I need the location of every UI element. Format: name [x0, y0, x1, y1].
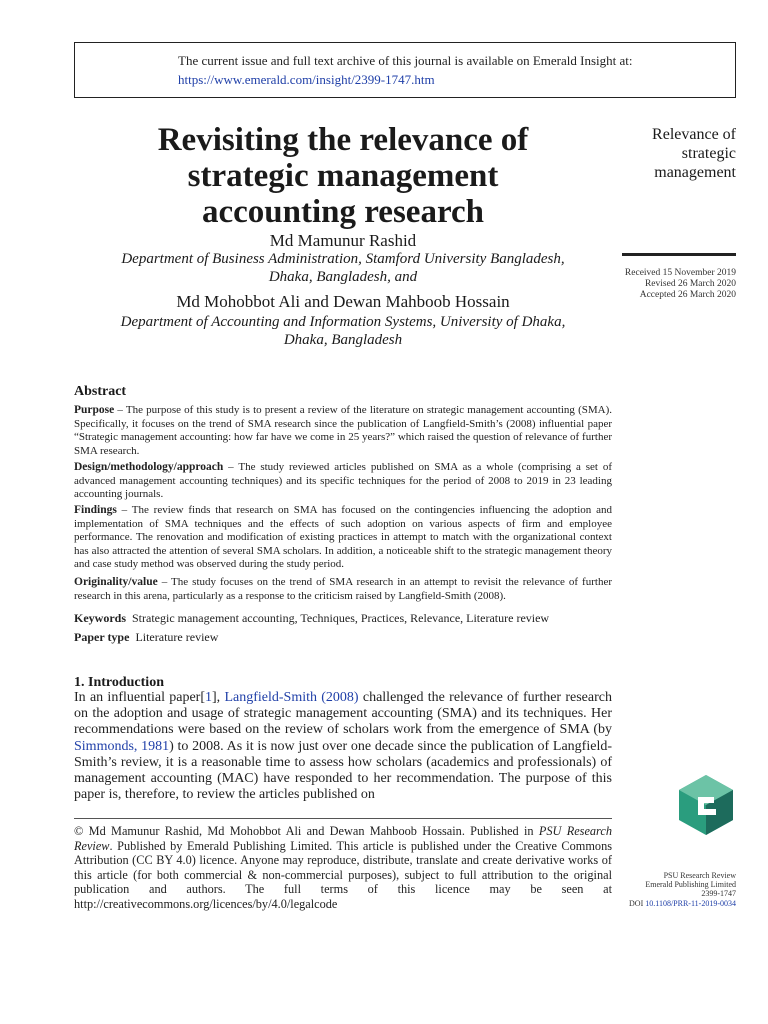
notice-link[interactable]: https://www.emerald.com/insight/2399-1747.htm: [178, 72, 435, 87]
journal-name: PSU Research Review: [663, 871, 736, 880]
title-line: accounting research: [202, 194, 484, 230]
keywords: [74, 611, 612, 626]
received-date: Received 15 November 2019: [624, 268, 736, 278]
article-dates: [596, 268, 736, 301]
affiliation-line: Dhaka, Bangladesh: [283, 332, 403, 348]
introduction-heading: 1. Introduction: [74, 675, 164, 690]
journal-issn: 2399-1747: [701, 889, 736, 899]
affiliation-1: [74, 250, 612, 286]
license-divider: [74, 818, 612, 819]
purpose-label: Purpose: [74, 404, 115, 416]
affiliation-line: Dhaka, Bangladesh, and: [268, 269, 418, 285]
design-label: Design/methodology/approach: [74, 461, 224, 473]
intro-text: challenged the relevance of further research on the adoption and usage of strategic management accounting (SMA) and its techniques. Her recommendations were based on the review of scholars work from the emergence of SMA (by: [74, 690, 612, 738]
author-1: Md Mamunur Rashid: [269, 231, 417, 250]
revised-date: Revised 26 March 2020: [644, 279, 736, 289]
abstract-findings: [74, 504, 612, 572]
right-divider: [622, 253, 736, 256]
author-2: Md Mohobbot Ali and Dewan Mahboob Hossain: [176, 292, 510, 311]
license-journal-name: PSU Research Review: [74, 824, 612, 853]
license-note: [74, 824, 612, 912]
keywords-text: Strategic management accounting, Techniques, Practices, Relevance, Literature review: [132, 611, 550, 625]
affiliation-line: Department of Business Administration, Stamford University Bangladesh,: [121, 251, 565, 267]
affiliation-2: [74, 313, 612, 349]
running-head-line: management: [654, 164, 736, 181]
journal-publisher: Emerald Publishing Limited: [645, 880, 736, 890]
intro-text: ) to 2008. As it is now just over one decade since the publication of Langfield-Smith’s review, it is a reasonable time to assess how scholars (academics and professionals) of management accounting (MAC) have responded to her recommendation. The purpose of this paper is, therefore, to review the articles published on: [74, 738, 612, 803]
paper-type-label: Paper type: [74, 630, 130, 644]
running-head: [596, 125, 736, 182]
abstract-purpose: [74, 404, 612, 458]
running-head-line: Relevance of: [652, 126, 736, 143]
journal-doi: [596, 899, 736, 908]
journal-notice-box: [74, 42, 736, 98]
notice-text: The current issue and full text archive of this journal is available on Emerald Insight at:: [178, 53, 633, 68]
doi-label: DOI: [629, 898, 644, 908]
citation-link[interactable]: Simmonds, 1981: [74, 738, 170, 754]
purpose-text: – The purpose of this study is to present a review of the literature on strategic management accounting (SMA). Specifically, it focuses on the trend of SMA research since the publication of Langfield-Smith’s (2008) influential paper “Strategic management accounting: how far have we come in 25 years?” which raised the question of relevance of further SMA research.: [74, 404, 612, 457]
intro-text: ],: [212, 690, 225, 705]
abstract-originality: [74, 576, 612, 603]
journal-info: [596, 871, 736, 908]
affiliation-line: Department of Accounting and Information Systems, University of Dhaka,: [120, 314, 566, 330]
paper-type-text: Literature review: [135, 630, 219, 644]
citation-link[interactable]: Langfield-Smith (2008): [224, 690, 359, 705]
title-line: Revisiting the relevance of: [157, 122, 529, 158]
findings-label: Findings: [74, 504, 117, 516]
originality-label: Originality/value: [74, 576, 158, 588]
doi-link[interactable]: 10.1108/PRR-11-2019-0034: [645, 898, 736, 908]
findings-text: – The review finds that research on SMA has focused on the contingencies influencing the adoption and implementation of SMA techniques and the effects of such adoption on various aspects of firm and employee performance. The renovation and modification of existing practices in attempt to match with the organizational context has also attracted the attention of several SMA scholars. In addition, a noticeable shift to the strategic management theory and case study method was observed during the study period.: [74, 504, 612, 571]
running-head-line: strategic: [681, 145, 736, 162]
license-text: . Published by Emerald Publishing Limited. This article is published under the Creative Commons Attribution (CC BY 4.0) licence. Anyone may reproduce, distribute, translate and create derivative works of this article (for both commercial & non-commercial purposes), subject to full attribution to the original publication and authors. The full terms of this licence may be seen at http://creativecommons.org/licences/by/4.0/legalcode: [74, 838, 612, 911]
emerald-logo-icon: [676, 773, 736, 837]
introduction-paragraph: [74, 690, 612, 803]
article-title: [74, 122, 612, 230]
intro-text: In an influential paper[: [74, 690, 205, 705]
originality-text: – The study focuses on the trend of SMA research in an attempt to revisit the relevance of further research in this arena, particularly as a response to the criticism raised by Langfield-Smith (2008).: [74, 576, 612, 602]
abstract-heading: Abstract: [74, 384, 127, 399]
title-line: strategic management: [187, 158, 499, 194]
design-text: – The study reviewed articles published on SMA as a whole (comprising a set of advanced management accounting techniques) and its specific techniques for the period of 2008 to 2019 in 23 leading accounting journals.: [74, 461, 612, 501]
paper-type: [74, 630, 612, 645]
keywords-label: Keywords: [74, 611, 126, 625]
footnote-ref-link[interactable]: 1: [205, 690, 212, 705]
license-text: © Md Mamunur Rashid, Md Mohobbot Ali and Dewan Mahboob Hossain. Published in: [74, 824, 539, 838]
accepted-date: Accepted 26 March 2020: [639, 290, 736, 300]
abstract-design: [74, 461, 612, 502]
